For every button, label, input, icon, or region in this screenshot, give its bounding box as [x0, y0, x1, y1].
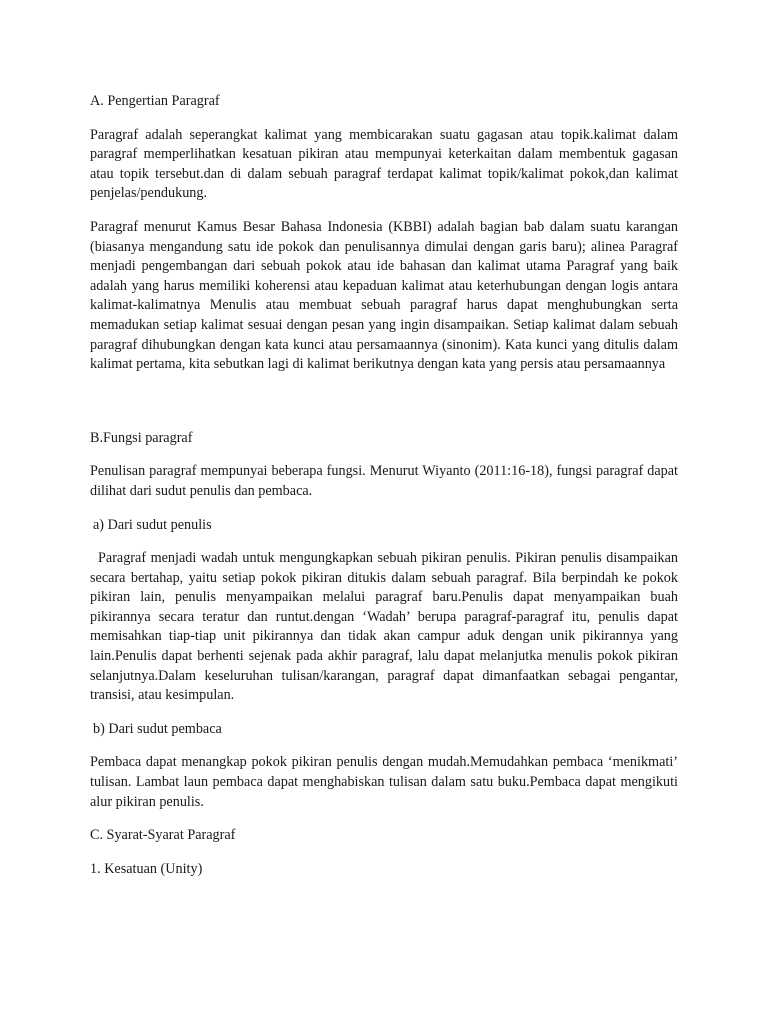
- section-b-sub-b-heading: b) Dari sudut pembaca: [93, 720, 222, 737]
- document-page: [90, 92, 678, 893]
- section-c-heading: C. Syarat-Syarat Paragraf: [90, 827, 236, 844]
- section-b-intro: Penulisan paragraf mempunyai beberapa fungsi. Menurut Wiyanto (2011:16-18), fungsi paragraf dapat dilihat dari sudut penulis dan pembaca.: [90, 463, 678, 499]
- section-a-heading: A. Pengertian Paragraf: [90, 93, 220, 109]
- section-b-sub-a-text: Paragraf menjadi wadah untuk mengungkapkan sebuah pikiran penulis. Pikiran penulis disampaikan secara bertahap, yaitu setiap pokok pikiran ditukis dalam sebuah paragraf. Bila berpindah ke pokok pikiran lain, penulis menyampaikan melalui paragraf baru.Penulis dapat menyampaikan buah pikirannya secara teratur dan runtut.dengan ‘Wadah’ berupa paragraf-paragraf itu, penulis dapat memisahkan tiap-tiap unit pikirannya dan tidak akan campur aduk dengan unik pikirannya yang lain.Penulis dapat berhenti sejenak pada akhir paragraf, lalu dapat melanjutka menulis pokok pikiran selanjutnya.Dalam keseluruhan tulisan/karangan, paragraf dapat dimanfaatkan sebagai pengantar, transisi, atau kesimpulan.: [90, 550, 678, 704]
- section-c-item-1: 1. Kesatuan (Unity): [90, 860, 203, 877]
- section-a-paragraph-2: Paragraf menurut Kamus Besar Bahasa Indonesia (KBBI) adalah bagian bab dalam suatu karangan (biasanya mengandung satu ide pokok dan penulisannya dimulai dengan garis baru); alinea Paragraf menjadi pengembangan dari sebuah pokok atau ide bahasan dan kalimat utama Paragraf yang baik adalah yang harus memiliki koherensi atau kepaduan kalimat atau keterhubungan dengan logis antara kalimat-kalimatnya Menulis atau membuat sebuah paragraf harus dapat menghubungkan serta memadukan setiap kalimat sesuai dengan pesan yang ingin disampaikan. Setiap kalimat dalam sebuah paragraf dihubungkan dengan kata kunci atau persamaannya (sinonim). Kata kunci yang ditulis dalam kalimat pertama, kita sebutkan lagi di kalimat berikutnya dengan kata yang persis atau persamaannya: [90, 218, 678, 373]
- section-spacer: [90, 389, 678, 429]
- section-a-paragraph-1: Paragraf adalah seperangkat kalimat yang membicarakan suatu gagasan atau topik.kalimat dalam paragraf memperlihatkan kesatuan pikiran atau mempunyai keterkaitan dalam membentuk gagasan atau topik tersebut.dan di dalam sebuah paragraf terdapat kalimat topik/kalimat pokok,dan kalimat penjelas/pendukung.: [90, 126, 678, 202]
- section-b-sub-a-heading: a) Dari sudut penulis: [93, 516, 212, 533]
- section-b-heading: B.Fungsi paragraf: [90, 429, 193, 446]
- section-b-sub-b-text: Pembaca dapat menangkap pokok pikiran penulis dengan mudah.Memudahkan pembaca ‘menikmati’ tulisan. Lambat laun pembaca dapat menghabiskan tulisan dalam satu buku.Pembaca dapat mengikuti alur pikiran penulis.: [90, 754, 678, 810]
